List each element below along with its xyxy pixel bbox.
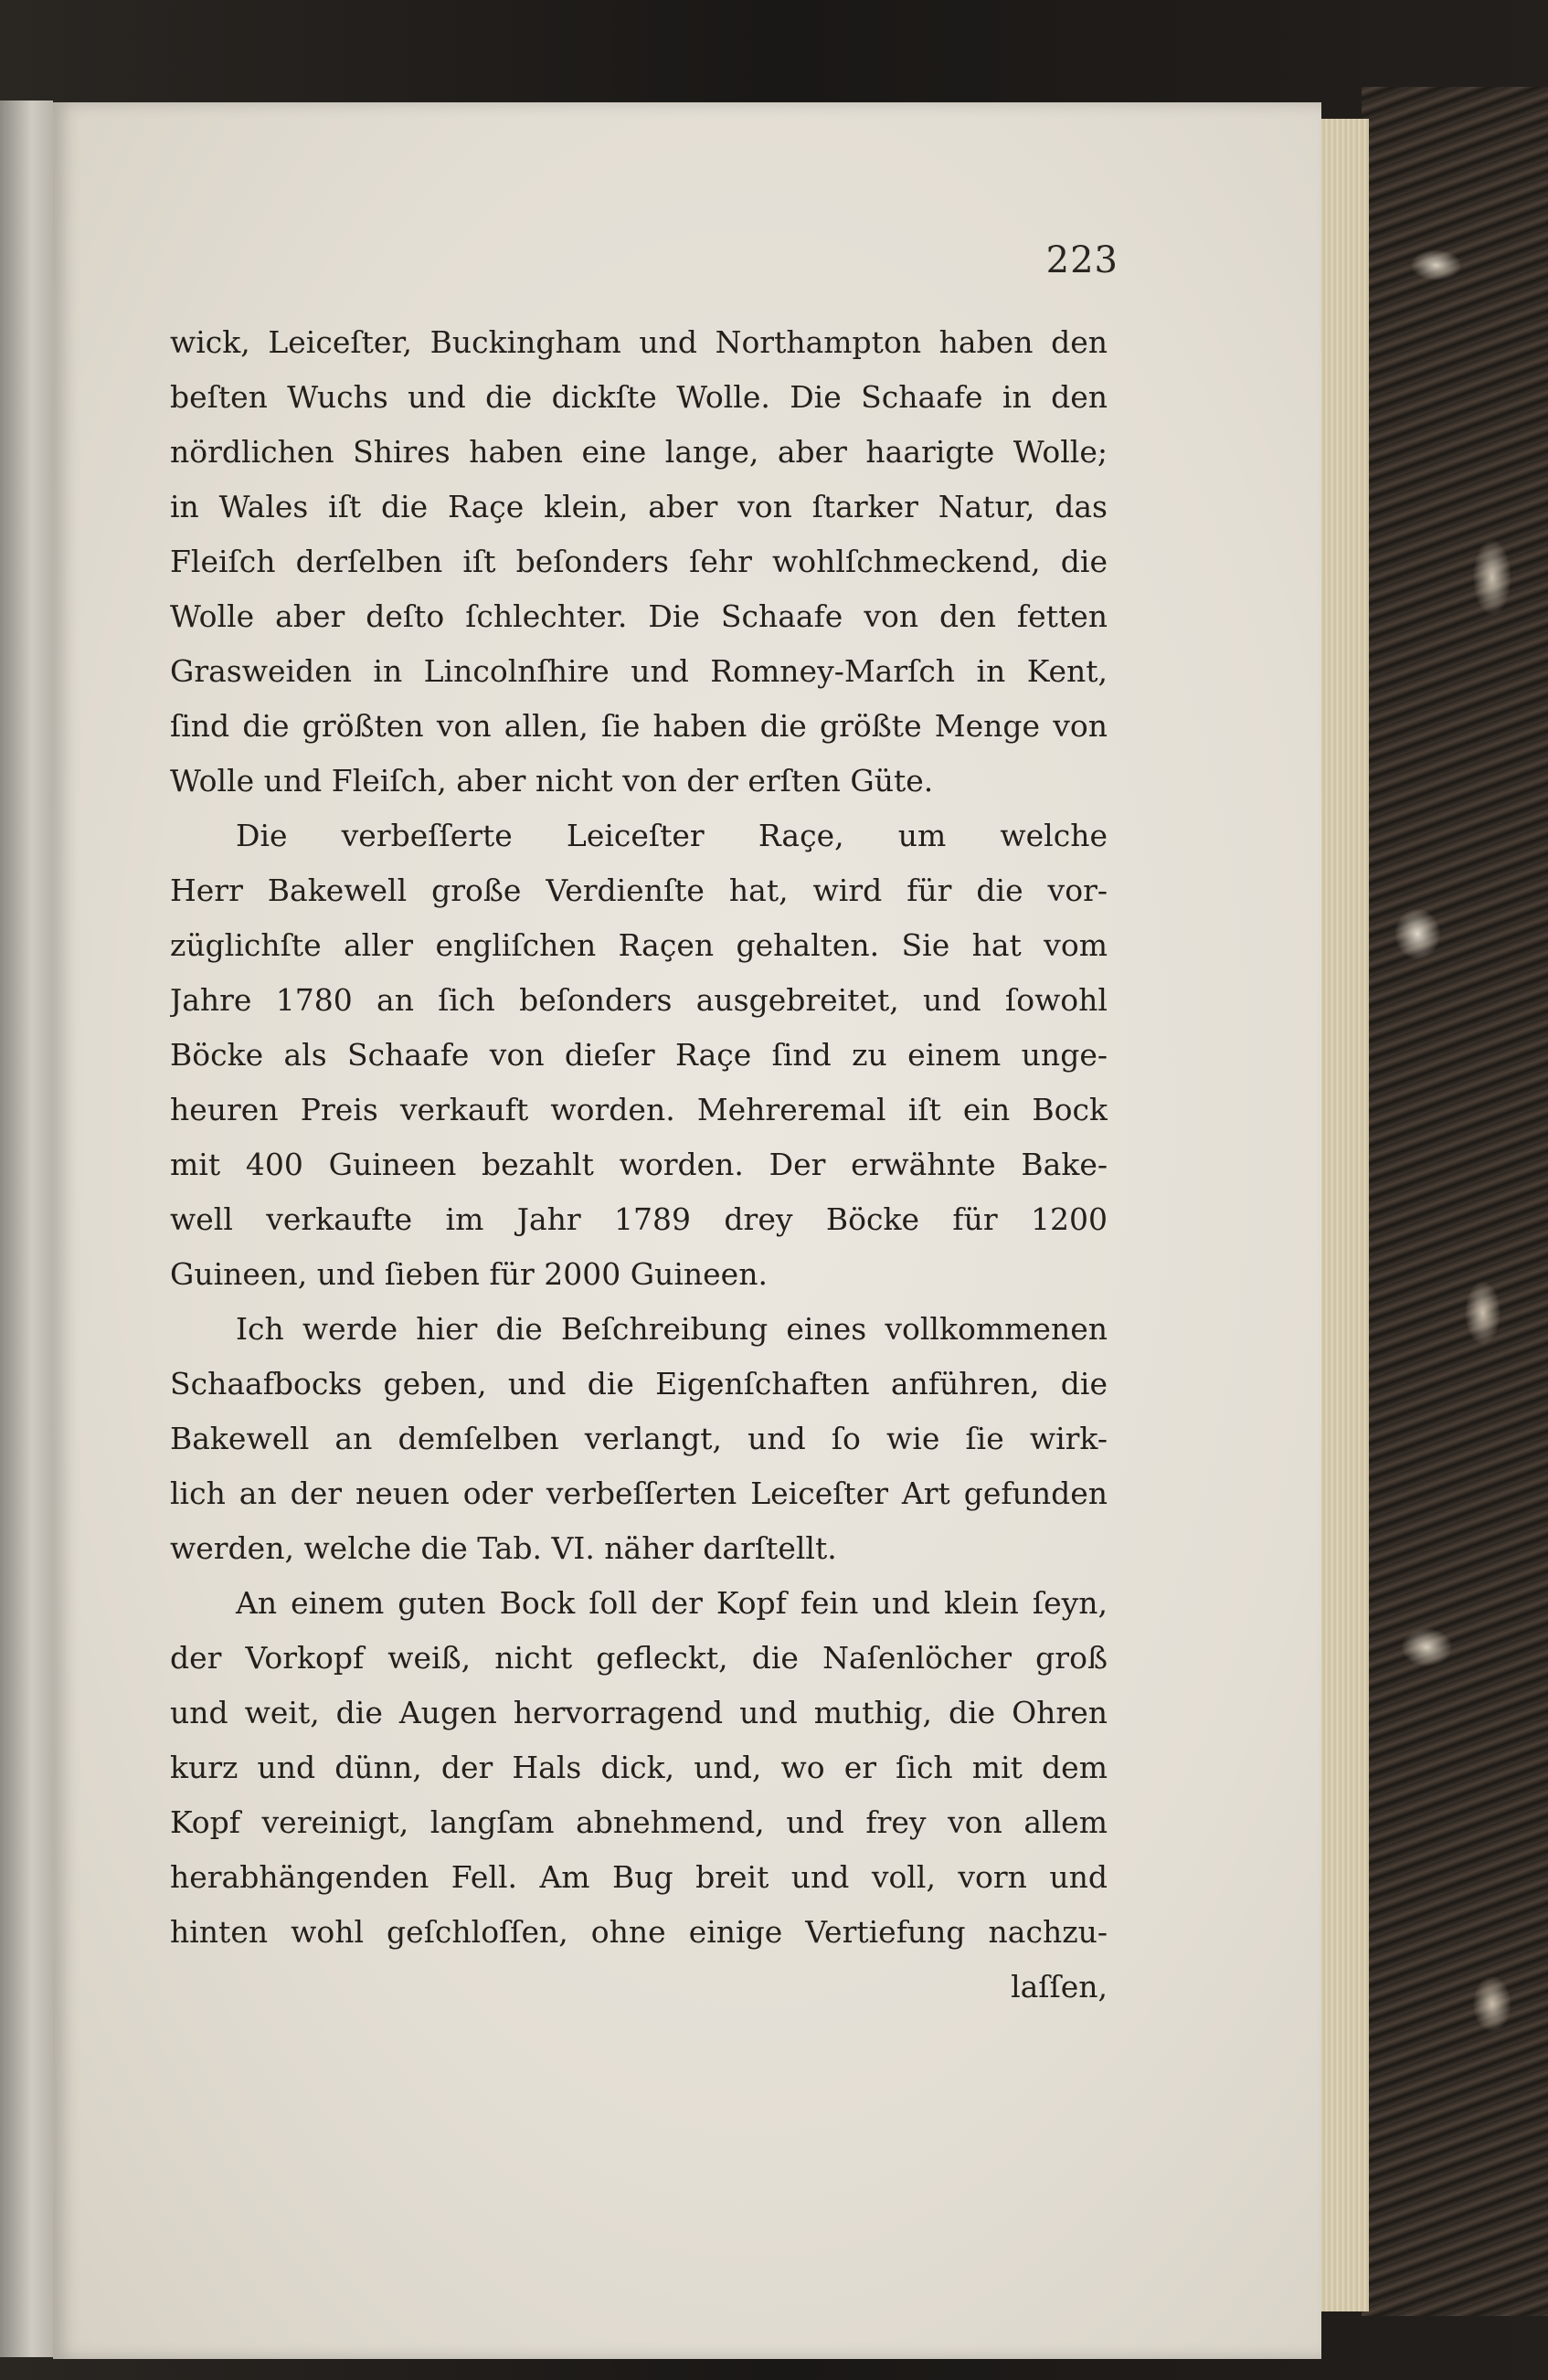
- paragraph-start-line: Ich werde hier die Beſchreibung eines vollkommenen: [236, 1311, 1108, 1347]
- catchword: laſſen,: [1011, 1969, 1108, 2004]
- text-line: Grasweiden in Lincolnſhire und Romney-Marſch in Kent,: [170, 653, 1108, 689]
- text-line: der Vorkopf weiß, nicht gefleckt, die Naſenlöcher groß: [170, 1640, 1108, 1676]
- text-line: hinten wohl geſchloſſen, ohne einige Vertiefung nachzu-: [170, 1914, 1108, 1950]
- text-line: well verkaufte im Jahr 1789 drey Böcke für 1200: [170, 1201, 1108, 1237]
- text-line: nördlichen Shires haben eine lange, aber haarigte Wolle;: [170, 434, 1108, 470]
- text-line: Kopf vereinigt, langſam abnehmend, und frey von allem: [170, 1804, 1108, 1840]
- page-number: 223: [1045, 239, 1119, 281]
- marbled-book-cover: [1362, 87, 1548, 2316]
- page-stack-edge: [1316, 119, 1369, 2311]
- text-line: in Wales iſt die Raçe klein, aber von ſtarker Natur, das: [170, 489, 1108, 524]
- text-line: werden, welche die Tab. VI. näher darſtellt.: [170, 1530, 837, 1566]
- text-line: Schaafbocks geben, und die Eigenſchaften anführen, die: [170, 1366, 1108, 1402]
- text-line: Herr Bakewell große Verdienſte hat, wird für die vor-: [170, 873, 1108, 908]
- text-line: Böcke als Schaafe von dieſer Raçe ſind zu einem unge-: [170, 1037, 1108, 1073]
- text-line: beſten Wuchs und die dickſte Wolle. Die Schaafe in den: [170, 379, 1108, 415]
- text-line: heuren Preis verkauft worden. Mehreremal iſt ein Bock: [170, 1092, 1108, 1127]
- text-line: Bakewell an demſelben verlangt, und ſo wie ſie wirk-: [170, 1421, 1108, 1456]
- paragraph-start-line: Die verbeſſerte Leiceſter Raçe, um welche: [236, 818, 1108, 853]
- text-line: wick, Leiceſter, Buckingham und Northampton haben den: [170, 324, 1108, 360]
- text-line: Fleiſch derſelben iſt beſonders ſehr wohlſchmeckend, die: [170, 544, 1108, 579]
- text-line: ſind die größten von allen, ſie haben die größte Menge von: [170, 708, 1108, 744]
- text-line: lich an der neuen oder verbeſſerten Leiceſter Art gefunden: [170, 1476, 1108, 1511]
- text-line: Wolle aber deſto ſchlechter. Die Schaafe von den fetten: [170, 598, 1108, 634]
- text-line: und weit, die Augen hervorragend und muthig, die Ohren: [170, 1695, 1108, 1730]
- text-line: züglichſte aller engliſchen Raçen gehalten. Sie hat vom: [170, 927, 1108, 963]
- text-line: Guineen, und ſieben für 2000 Guineen.: [170, 1256, 768, 1292]
- text-line: kurz und dünn, der Hals dick, und, wo er ſich mit dem: [170, 1750, 1108, 1785]
- body-text: [170, 315, 1108, 2015]
- previous-page-edge: [0, 100, 53, 2357]
- text-line: herabhängenden Fell. Am Bug breit und voll, vorn und: [170, 1859, 1108, 1895]
- text-line: mit 400 Guineen bezahlt worden. Der erwähnte Bake-: [170, 1147, 1108, 1182]
- paragraph-start-line: An einem guten Bock ſoll der Kopf fein und klein ſeyn,: [236, 1585, 1108, 1621]
- text-line: Jahre 1780 an ſich beſonders ausgebreitet, und ſowohl: [170, 982, 1108, 1018]
- text-line: Wolle und Fleiſch, aber nicht von der erſten Güte.: [170, 763, 934, 799]
